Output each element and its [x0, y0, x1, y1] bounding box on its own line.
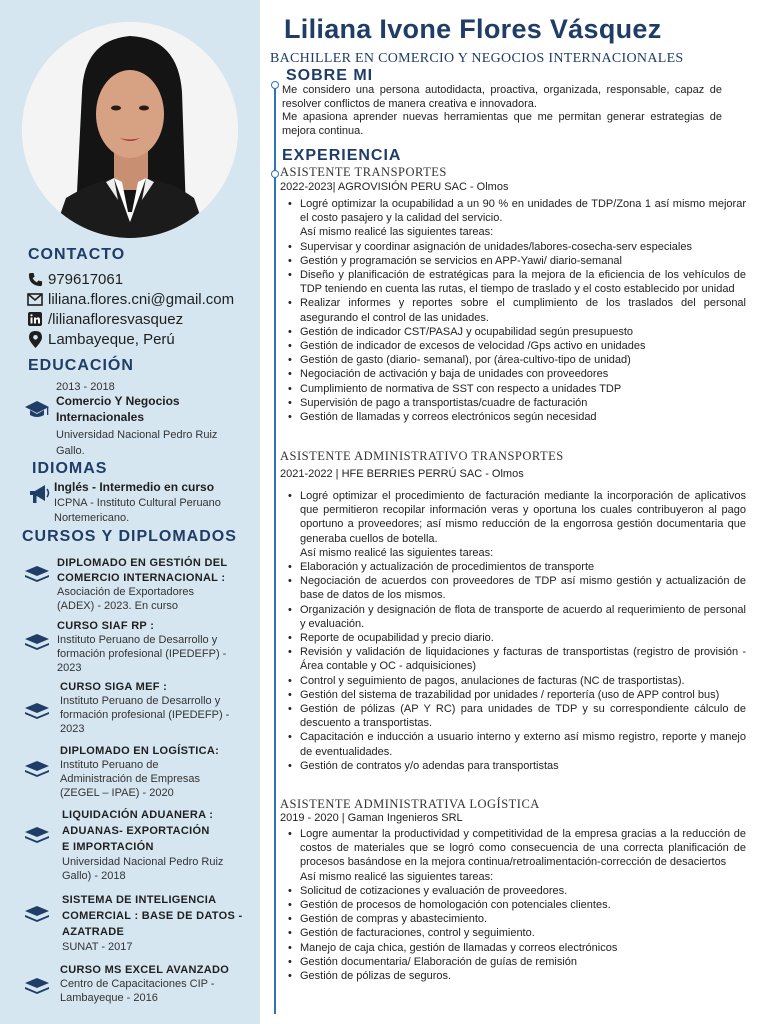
job-intro: • Logré optimizar la ocupabilidad a un 90 % en unidades de TDP/Zona 1 así mismo mejorar el costo pasajero y la calidad del servicio. — [300, 197, 746, 225]
course-body-line: Instituto Peruano de — [60, 759, 159, 771]
course-title-line: SISTEMA DE INTELIGENCIA — [62, 894, 217, 906]
course-body-line: Instituto Peruano de Desarrollo y — [57, 634, 218, 646]
course-title-line: LIQUIDACIÓN ADUANERA : — [62, 809, 214, 821]
job-also-label: Así mismo realicé las siguientes tareas: — [300, 226, 494, 239]
job-task: • Manejo de caja chica, gestión de llamadas y correos electrónicos — [300, 941, 746, 955]
profile-photo — [22, 22, 238, 238]
course-title-line: CURSO SIAF RP : — [57, 620, 155, 632]
phone-icon — [26, 270, 44, 288]
course-title-line: AZATRADE — [62, 926, 125, 938]
job-task: • Negociación de activación y baja de unidades con proveedores — [300, 367, 746, 381]
language-school-line2: Nortemericano. — [54, 512, 130, 524]
course-body-line: formación profesional (IPEDEFP) - — [57, 648, 227, 660]
job-task-list — [284, 489, 746, 773]
job-title: ASISTENTE ADMINISTRATIVA LOGÍSTICA — [280, 797, 540, 811]
course-body-line: (ZEGEL – IPAE) - 2020 — [60, 787, 174, 799]
megaphone-icon — [28, 483, 52, 510]
course-body-line: (ADEX) - 2023. En curso — [57, 600, 179, 612]
job-task: • Cumplimiento de normativa de SST con respecto a unidades TDP — [300, 382, 746, 396]
job-task: • Gestión de indicador de excesos de velocidad /Gps activo en unidades — [300, 339, 746, 353]
job-task: • Gestión de pólizas (AP Y RC) para unidades de TDP y su correspondiente cálculo de descuento a transportistas. — [300, 702, 746, 730]
course-title-line: E IMPORTACIÓN — [62, 841, 154, 853]
course-body-line: 2023 — [57, 662, 82, 674]
course-body-line: Instituto Peruano de Desarrollo y — [60, 695, 221, 707]
course-body-line: formación profesional (IPEDEFP) - — [60, 709, 230, 721]
course-body-line: SUNAT - 2017 — [62, 941, 133, 953]
job-task: • Gestión de compras y abastecimiento. — [300, 912, 746, 926]
linkedin-icon — [26, 310, 44, 328]
job-meta: 2022-2023| AGROVISIÓN PERU SAC - Olmos — [280, 181, 509, 193]
person-name: Liliana Ivone Flores Vásquez — [284, 14, 662, 44]
linkedin-row — [26, 310, 183, 328]
course-body-line: Lambayeque - 2016 — [60, 992, 158, 1004]
courses-heading: CURSOS Y DIPLOMADOS — [22, 528, 237, 545]
job-meta: 2019 - 2020 | Gaman Ingenieros SRL — [280, 812, 463, 824]
about-text-2: Me apasiona aprender nuevas herramientas que me permitan generar estrategias de mejora continua. — [282, 111, 722, 137]
job-task-list — [284, 827, 746, 983]
job-task: • Gestión de gasto (diario- semanal), por (área-cultivo-tipo de unidad) — [300, 353, 746, 367]
location-text: Lambayeque, Perú — [48, 330, 175, 348]
education-years: 2013 - 2018 — [56, 381, 115, 393]
job-task: • Gestión de pólizas de seguros. — [300, 969, 746, 983]
job-task: • Gestión y programación se servicios en APP-Yawi/ diario-semanal — [300, 254, 746, 268]
about-text-1: Me considero una persona autodidacta, proactiva, organizada, responsable, capaz de resolver conflictos de manera creativa e innovadora. — [282, 84, 722, 110]
profile-photo-portrait — [22, 22, 238, 238]
education-degree-line2: Internacionales — [56, 410, 145, 424]
email-address[interactable]: liliana.flores.cni@gmail.com — [48, 290, 235, 308]
course-title-line: DIPLOMADO EN GESTIÓN DEL — [57, 557, 228, 569]
about-heading: SOBRE MI — [286, 67, 374, 84]
job-also-label: Así mismo realicé las siguientes tareas: — [300, 870, 494, 883]
job-task: • Gestión de contratos y/o adendas para transportistas — [300, 759, 746, 773]
job-task: • Control y seguimiento de pagos, anulaciones de facturas (NC de trasportistas). — [300, 674, 746, 688]
education-school-line2: Gallo. — [56, 445, 85, 457]
job-intro: • Logré optimizar el procedimiento de facturación mediante la incorporación de aplicativos que permitieron recopilar información veras y oportuna los cuales contribuyeron al pago oportuno a proveedores; así mismo reducción de la engorrosa gestión documentaria que generaba cuellos de botella. — [300, 489, 746, 546]
job-task: • Reporte de ocupabilidad y precio diario. — [300, 631, 746, 645]
course-title-line: CURSO SIGA MEF : — [60, 681, 168, 693]
book-stack-icon — [24, 633, 50, 653]
job-task: • Negociación de acuerdos con proveedores de TDP así mismo gestión y actualización de base de datos de los mismos. — [300, 574, 746, 602]
job-task-list — [284, 197, 746, 424]
course-body-line: Administración de Empresas — [60, 773, 201, 785]
education-school-line1: Universidad Nacional Pedro Ruiz — [56, 429, 218, 441]
book-stack-icon — [24, 905, 50, 925]
job-task: • Organización y designación de flota de transporte de acuerdo al requerimiento de personal y evaluación. — [300, 603, 746, 631]
phone-row — [26, 270, 123, 288]
job-title: ASISTENTE TRANSPORTES — [280, 165, 447, 179]
job-meta: 2021-2022 | HFE BERRIES PERRÚ SAC - Olmos — [280, 468, 524, 480]
contact-heading: CONTACTO — [28, 246, 126, 263]
course-body-line: 2023 — [60, 723, 85, 735]
education-heading: EDUCACIÓN — [28, 357, 134, 374]
book-stack-icon — [24, 565, 50, 585]
job-task: • Gestión de llamadas y correos electrónicos según necesidad — [300, 410, 746, 424]
graduation-cap-icon — [24, 400, 50, 425]
email-row — [26, 290, 234, 308]
job-task: • Gestión del sistema de trazabilidad por unidades / reportería (uso de APP control bus) — [300, 688, 746, 702]
job-task: • Gestión documentaria/ Elaboración de guías de remisión — [300, 955, 746, 969]
phone-number[interactable]: 979617061 — [48, 270, 124, 288]
course-title-line: ADUANAS- EXPORTACIÓN — [62, 825, 210, 837]
location-row — [26, 330, 175, 348]
job-intro: • Logre aumentar la productividad y competitividad de la empresa gracias a la reducción de costos de materiales que se logró como consecuencia de una correcta planificación de procesos basándose en la mejora continua/retroalimentación-corrección de desaciertos — [300, 827, 746, 870]
location-pin-icon — [26, 330, 44, 348]
job-task: • Solicitud de cotizaciones y evaluación de proveedores. — [300, 884, 746, 898]
timeline-dot — [271, 81, 279, 89]
main-content — [262, 0, 768, 1024]
job-task: • Gestión de facturaciones, control y seguimiento. — [300, 926, 746, 940]
job-also-label: Así mismo realicé las siguientes tareas: — [300, 546, 494, 559]
course-title-line: COMERCIO INTERNACIONAL : — [57, 572, 226, 584]
course-body-line: Gallo) - 2018 — [62, 870, 126, 882]
job-task: • Realizar informes y reportes sobre el cumplimiento de los traslados del personal asegurando el control de las unidades. — [300, 296, 746, 324]
book-stack-icon — [24, 760, 50, 780]
job-task: • Supervisión de pago a transportistas/cuadre de facturación — [300, 396, 746, 410]
job-task: • Supervisar y coordinar asignación de unidades/labores-cosecha-serv especiales — [300, 240, 746, 254]
job-task: • Elaboración y actualización de procedimientos de transporte — [300, 560, 746, 574]
sidebar — [0, 0, 260, 1024]
timeline-line — [274, 84, 276, 1014]
job-task: • Capacitación e inducción a usuario interno y externo así mismo registro, reporte y manejo de eventualidades. — [300, 730, 746, 758]
email-icon — [26, 290, 44, 308]
education-degree-line1: Comercio Y Negocios — [56, 394, 180, 408]
language-title: Inglés - Intermedio en curso — [54, 480, 215, 494]
course-title-line: COMERCIAL : BASE DE DATOS - — [62, 910, 243, 922]
course-body-line: Centro de Capacitaciones CIP - — [60, 978, 215, 990]
languages-heading: IDIOMAS — [32, 460, 108, 477]
experience-heading: EXPERIENCIA — [282, 147, 402, 164]
course-body-line: Asociación de Exportadores — [57, 586, 194, 598]
job-task: • Gestión de procesos de homologación con potenciales clientes. — [300, 898, 746, 912]
book-stack-icon — [24, 702, 50, 722]
language-school-line1: ICPNA - Instituto Cultural Peruano — [54, 497, 221, 509]
person-subtitle: BACHILLER EN COMERCIO Y NEGOCIOS INTERNACIONALES — [270, 51, 684, 66]
book-stack-icon — [24, 826, 50, 846]
course-body-line: Universidad Nacional Pedro Ruiz — [62, 856, 224, 868]
timeline-dot — [271, 170, 279, 178]
course-title-line: CURSO MS EXCEL AVANZADO — [60, 964, 230, 976]
course-title-line: DIPLOMADO EN LOGÍSTICA: — [60, 745, 220, 757]
book-stack-icon — [24, 977, 50, 997]
job-task: • Diseño y planificación de estratégicas para la mejora de la eficiencia de los vehículos de TDP teniendo en cuenta las rutas, el tiempo de traslado y el costo establecido por unidad — [300, 268, 746, 296]
job-task: • Revisión y validación de liquidaciones y facturas de transportistas (registro de provisión - Área contable y OC - adquisiciones) — [300, 645, 746, 673]
linkedin-handle[interactable]: /lilianafloresvasquez — [48, 310, 184, 328]
job-title: ASISTENTE ADMINISTRATIVO TRANSPORTES — [280, 449, 564, 463]
job-task: • Gestión de indicador CST/PASAJ y ocupabilidad según presupuesto — [300, 325, 746, 339]
